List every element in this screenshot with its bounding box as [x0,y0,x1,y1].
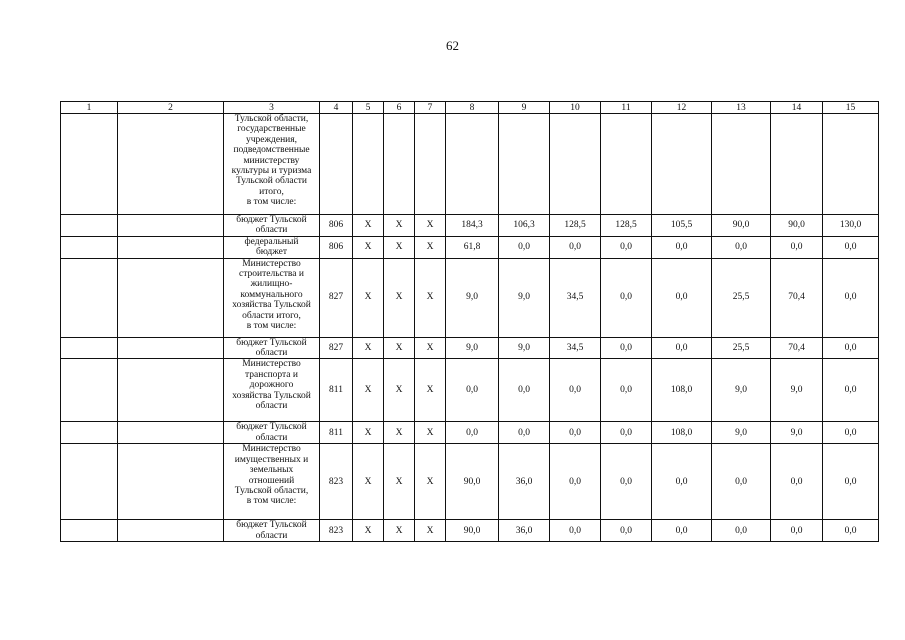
cell-col-2 [118,114,224,215]
description-line: министерству [243,155,300,166]
budget-code: 827 [320,258,353,337]
marker-cell [415,114,446,215]
value-cell [712,114,771,215]
value-cell: 0,0 [823,422,879,444]
value-cell: 90,0 [446,520,499,542]
value-cell: 9,0 [771,422,823,444]
description-line: области итого, [242,310,301,321]
marker-cell: X [353,422,384,444]
value-cell: 61,8 [446,236,499,258]
description-line: области [255,401,288,412]
cell-col-2 [118,337,224,359]
marker-cell: X [384,444,415,520]
description-line: государственные [237,124,306,135]
marker-cell: X [353,444,384,520]
value-cell: 0,0 [550,520,601,542]
column-number: 6 [384,102,415,114]
description-line: в том числе: [246,321,297,332]
value-cell: 25,5 [712,337,771,359]
column-number: 1 [61,102,118,114]
column-number: 8 [446,102,499,114]
description-line: области [255,432,288,443]
value-cell: 184,3 [446,215,499,237]
description-line: бюджет Тульской [236,337,307,348]
description-line: бюджет Тульской [236,520,307,531]
budget-code: 806 [320,215,353,237]
column-number: 15 [823,102,879,114]
value-cell: 90,0 [446,444,499,520]
marker-cell: X [353,215,384,237]
value-cell: 0,0 [601,236,652,258]
marker-cell: X [384,258,415,337]
description-line: подведомственные [233,145,310,156]
cell-col-1 [61,359,118,422]
column-number: 3 [224,102,320,114]
cell-col-2 [118,444,224,520]
value-cell: 0,0 [771,520,823,542]
column-number-row [61,102,879,114]
value-cell: 108,0 [652,359,712,422]
budget-code: 823 [320,444,353,520]
marker-cell: X [415,258,446,337]
value-cell: 9,0 [712,359,771,422]
cell-col-2 [118,422,224,444]
value-cell [823,114,879,215]
budget-code: 811 [320,359,353,422]
description-line: Министерство [242,444,301,455]
description-line: коммунального [240,289,303,300]
table-row [61,258,879,337]
description-line: в том числе: [246,496,297,507]
marker-cell: X [384,215,415,237]
value-cell: 105,5 [652,215,712,237]
value-cell: 0,0 [601,422,652,444]
value-cell: 0,0 [550,422,601,444]
value-cell: 9,0 [446,258,499,337]
row-description [224,258,320,337]
value-cell: 0,0 [446,359,499,422]
value-cell: 0,0 [499,359,550,422]
cell-col-1 [61,520,118,542]
budget-code: 827 [320,337,353,359]
description-line: в том числе: [246,197,297,208]
value-cell: 36,0 [499,520,550,542]
row-description [224,359,320,422]
description-line: области [255,530,288,541]
description-line: хозяйства Тульской [232,390,311,401]
column-number: 14 [771,102,823,114]
budget-code: 823 [320,520,353,542]
cell-col-2 [118,215,224,237]
table-row [61,337,879,359]
cell-col-2 [118,520,224,542]
value-cell [446,114,499,215]
value-cell: 90,0 [771,215,823,237]
value-cell: 70,4 [771,337,823,359]
column-number: 11 [601,102,652,114]
marker-cell: X [415,422,446,444]
value-cell: 0,0 [712,520,771,542]
marker-cell: X [415,520,446,542]
marker-cell: X [353,236,384,258]
value-cell: 0,0 [712,444,771,520]
cell-col-2 [118,359,224,422]
value-cell: 0,0 [601,444,652,520]
value-cell: 0,0 [652,258,712,337]
value-cell: 0,0 [652,337,712,359]
column-number: 5 [353,102,384,114]
value-cell: 25,5 [712,258,771,337]
description-line: Министерство [242,258,301,269]
marker-cell: X [384,520,415,542]
description-line: дорожного [249,380,294,391]
value-cell: 0,0 [823,444,879,520]
value-cell: 0,0 [652,236,712,258]
value-cell: 0,0 [601,258,652,337]
cell-col-1 [61,114,118,215]
description-line: Министерство [242,359,301,370]
description-line: хозяйства Тульской [232,300,311,311]
value-cell: 0,0 [823,236,879,258]
budget-code [320,114,353,215]
value-cell: 0,0 [712,236,771,258]
row-description [224,422,320,444]
description-line: Тульской области, [234,486,309,497]
marker-cell: X [353,258,384,337]
description-line: бюджет Тульской [236,215,307,225]
value-cell: 0,0 [550,236,601,258]
value-cell: 0,0 [499,236,550,258]
budget-table [60,101,879,542]
table-row [61,520,879,542]
value-cell: 0,0 [771,444,823,520]
value-cell: 128,5 [601,215,652,237]
value-cell: 9,0 [446,337,499,359]
description-line: имущественных и [234,454,309,465]
description-line: бюджет Тульской [236,422,307,433]
description-line: жилищно- [250,279,293,290]
value-cell: 70,4 [771,258,823,337]
value-cell: 0,0 [771,236,823,258]
value-cell [771,114,823,215]
marker-cell: X [415,236,446,258]
description-line: области [255,348,288,359]
marker-cell: X [353,520,384,542]
row-description [224,236,320,258]
marker-cell: X [415,337,446,359]
value-cell: 34,5 [550,258,601,337]
table-row [61,236,879,258]
value-cell: 0,0 [652,444,712,520]
value-cell: 130,0 [823,215,879,237]
row-description [224,114,320,215]
value-cell: 0,0 [652,520,712,542]
column-number: 4 [320,102,353,114]
row-description [224,444,320,520]
column-number: 7 [415,102,446,114]
cell-col-2 [118,258,224,337]
description-line: Тульской области, [234,114,309,124]
marker-cell: X [353,359,384,422]
description-line: отношений [248,475,295,486]
table-row [61,114,879,215]
value-cell [499,114,550,215]
value-cell: 0,0 [601,520,652,542]
budget-code: 806 [320,236,353,258]
cell-col-1 [61,258,118,337]
description-line: земельных [249,465,294,476]
column-number: 10 [550,102,601,114]
value-cell: 0,0 [550,359,601,422]
value-cell: 0,0 [823,337,879,359]
value-cell: 0,0 [823,520,879,542]
marker-cell: X [353,337,384,359]
value-cell [601,114,652,215]
value-cell: 0,0 [601,359,652,422]
marker-cell: X [415,215,446,237]
marker-cell: X [384,422,415,444]
value-cell: 90,0 [712,215,771,237]
description-line: итого, [259,186,284,197]
cell-col-1 [61,236,118,258]
table-row [61,422,879,444]
value-cell: 0,0 [446,422,499,444]
description-line: Тульской области [235,176,308,187]
column-number: 2 [118,102,224,114]
table-row [61,359,879,422]
description-line: строительства и [239,269,304,280]
value-cell: 128,5 [550,215,601,237]
description-line: федеральный [244,236,299,247]
marker-cell: X [384,359,415,422]
cell-col-1 [61,215,118,237]
value-cell: 34,5 [550,337,601,359]
page-number: 62 [446,38,459,53]
row-description [224,215,320,237]
row-description [224,520,320,542]
description-line: бюджет [255,247,288,258]
cell-col-1 [61,444,118,520]
table-row [61,444,879,520]
description-line: транспорта и [245,369,298,380]
value-cell: 0,0 [823,258,879,337]
table-row [61,215,879,237]
value-cell: 108,0 [652,422,712,444]
value-cell [550,114,601,215]
value-cell [652,114,712,215]
cell-col-1 [61,422,118,444]
column-number: 12 [652,102,712,114]
description-line: области [255,225,288,236]
budget-code: 811 [320,422,353,444]
value-cell: 0,0 [550,444,601,520]
value-cell: 9,0 [499,337,550,359]
description-line: учреждения, [245,134,298,145]
value-cell: 9,0 [712,422,771,444]
value-cell: 0,0 [823,359,879,422]
marker-cell: X [415,359,446,422]
row-description [224,337,320,359]
marker-cell: X [384,236,415,258]
column-number: 13 [712,102,771,114]
value-cell: 0,0 [499,422,550,444]
value-cell: 0,0 [601,337,652,359]
cell-col-1 [61,337,118,359]
value-cell: 106,3 [499,215,550,237]
marker-cell: X [415,444,446,520]
description-line: культуры и туризма [231,166,312,177]
value-cell: 9,0 [499,258,550,337]
cell-col-2 [118,236,224,258]
marker-cell [353,114,384,215]
marker-cell [384,114,415,215]
marker-cell: X [384,337,415,359]
column-number: 9 [499,102,550,114]
value-cell: 9,0 [771,359,823,422]
value-cell: 36,0 [499,444,550,520]
